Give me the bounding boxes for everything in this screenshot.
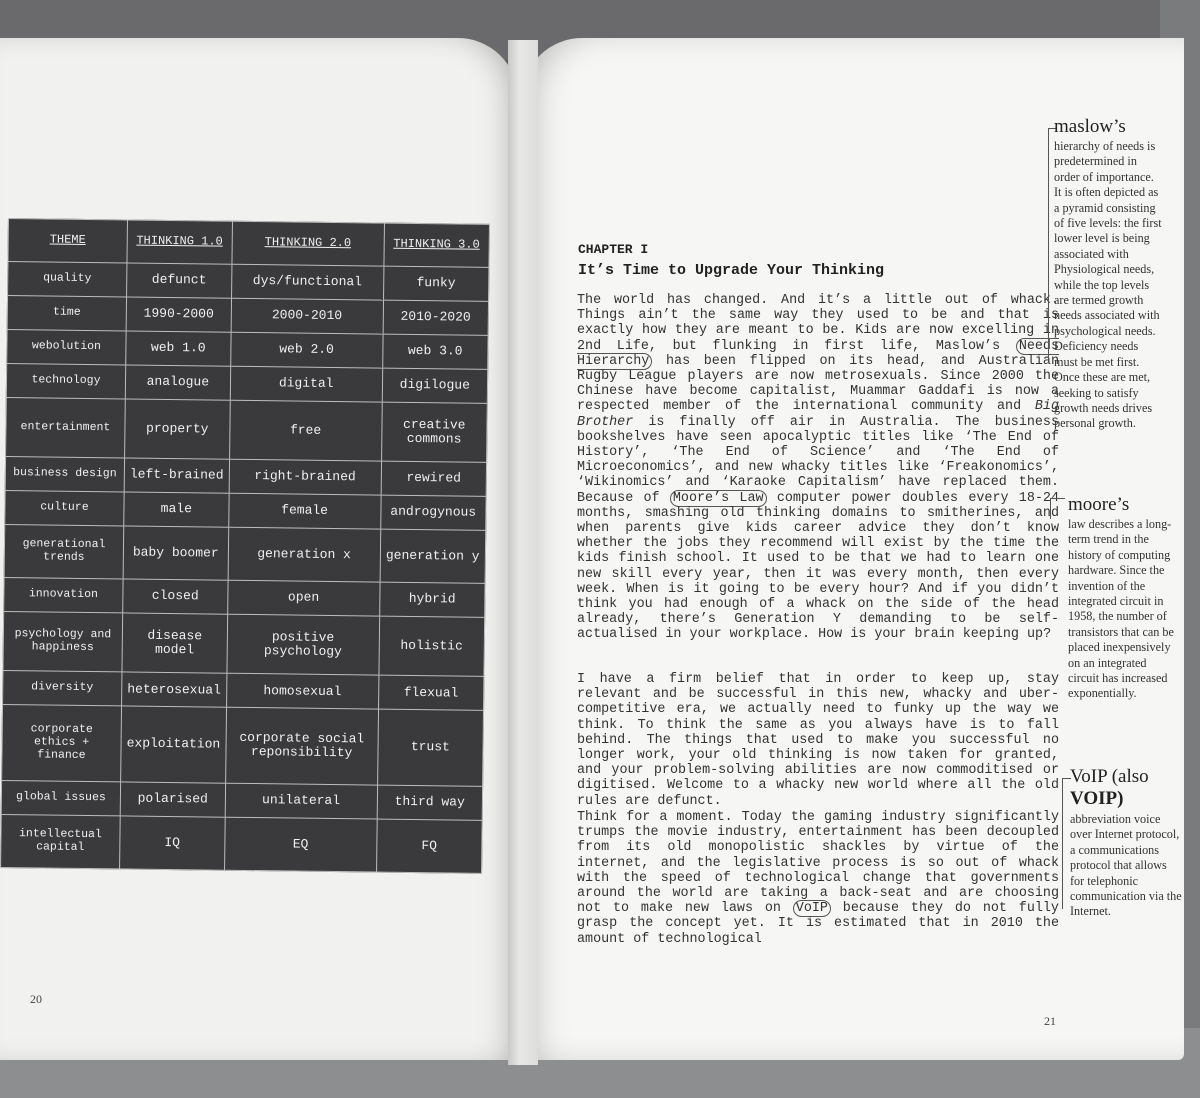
- header-theme: THEME: [8, 219, 128, 263]
- table-cell-theme: technology: [6, 363, 125, 398]
- table-cell-theme: psychology and happiness: [3, 612, 123, 673]
- glossary-head-maslow: maslow’s: [1054, 116, 1126, 137]
- table-cell-value: 2000-2010: [231, 298, 383, 334]
- table-cell-theme: business design: [5, 456, 124, 491]
- table-cell-theme: innovation: [4, 578, 123, 613]
- table-cell-value: web 1.0: [126, 331, 231, 366]
- table-cell-value: holistic: [379, 616, 485, 676]
- table-cell-value: right-brained: [229, 459, 381, 495]
- table-cell-value: property: [125, 399, 230, 459]
- table-cell-value: disease model: [122, 613, 227, 673]
- p1-italic-big-brother: Big Brother: [577, 399, 1059, 430]
- table-row: [6, 397, 488, 462]
- table-cell-value: baby boomer: [123, 526, 228, 581]
- glossary-head-voip-normal: VoIP (also: [1070, 766, 1149, 787]
- circled-voip: VoIP: [793, 900, 831, 917]
- glossary-head-voip-bold: VOIP): [1070, 788, 1124, 809]
- table-cell-value: digital: [230, 366, 382, 402]
- table-cell-value: hybrid: [379, 582, 485, 617]
- table-cell-theme: intellectual capital: [1, 814, 121, 869]
- table-cell-value: dys/functional: [231, 264, 383, 300]
- page-number-right: 21: [1044, 1014, 1056, 1028]
- table-cell-value: funky: [383, 266, 489, 301]
- header-thinking-1: THINKING 1.0: [127, 220, 232, 264]
- table-row: [2, 705, 484, 786]
- table-cell-theme: culture: [5, 490, 124, 525]
- chapter-label: CHAPTER I: [578, 242, 649, 257]
- glossary-head-moore: moore’s: [1068, 494, 1130, 515]
- table: [0, 218, 490, 874]
- table-cell-value: 1990-2000: [126, 297, 231, 332]
- table-cell-value: corporate social reponsibility: [225, 707, 378, 784]
- glossary-text-maslow: hierarchy of needs is predetermined in order of importance. It is often depicted as a pyramid consisting of five levels: the first lower level is being associated with Physiological needs, while the top levels are termed growth needs associated with psychological needs. Deficiency needs must be met first. Once these are met, seeking to satisfy growth needs drives personal growth.: [1054, 139, 1162, 431]
- table-cell-value: heterosexual: [122, 672, 227, 707]
- table-cell-value: free: [229, 400, 382, 461]
- table-cell-value: flexual: [378, 675, 484, 710]
- table-cell-value: generation x: [228, 527, 381, 582]
- margin-bracket-moore: [1050, 498, 1065, 519]
- table-cell-value: female: [228, 493, 380, 529]
- table-header-row: [8, 219, 489, 268]
- p1-text-b: has been flipped on its head, and Australian Rugby League players are now metrosexuals. Since 2000 the Chinese have become capitalist, Muammar Gaddafi is now a respected member of the international community and: [577, 353, 1059, 415]
- table-cell-value: left-brained: [124, 458, 229, 493]
- table-cell-value: polarised: [120, 782, 225, 817]
- table-cell-value: web 3.0: [382, 334, 488, 369]
- table-cell-value: unilateral: [225, 783, 377, 819]
- p1-text-d: computer power doubles every 18-24 months, smashing old thinking domains to smitherines, and when parents give kids career advice they don’t know whether the jobs they recommend will exist by the time the kids finish school. It used to be that we had to learn one new skill every year, then it was every month, then every week. When is it going to be every hour? And if you didn’t think you had enough of a whack on the side of the head already, there’s Generation Y demanding to be self-actualised in your workplace. How is your brain keeping up?: [577, 490, 1059, 643]
- table-cell-theme: generational trends: [4, 524, 124, 579]
- table-cell-value: 2010-2020: [383, 300, 489, 335]
- paragraph-1: [577, 293, 1059, 643]
- chapter-title: It’s Time to Upgrade Your Thinking: [578, 262, 885, 279]
- p3-text-b: because they do not fully grasp the concept yet. It is estimated that in 2010 the amount of technological: [577, 901, 1059, 947]
- table-cell-value: creative commons: [381, 402, 487, 462]
- table-cell-value: homosexual: [226, 673, 378, 709]
- paragraph-3: [577, 810, 1059, 947]
- book-gutter: [508, 40, 538, 1065]
- table-row: [4, 524, 486, 583]
- table-cell-value: open: [227, 580, 379, 616]
- header-thinking-3: THINKING 3.0: [384, 223, 490, 267]
- paragraph-2: I have a firm belief that in order to keep up, stay relevant and be successful in this new, whacky and uber-competitive era, we actually need to funky up the way we think. To think the same as you always have is to fall behind. The things that used to make you successful no longer work, your old thinking is now taken for granted, and your problem-solving abilities are now commoditised or digitised. Welcome to a whacky new world where all the old rules are defunct.: [577, 672, 1059, 809]
- table-cell-theme: time: [7, 295, 126, 330]
- glossary-head-voip: [1070, 766, 1149, 810]
- table-cell-value: FQ: [376, 819, 482, 874]
- table-cell-value: male: [124, 492, 229, 527]
- table-body: [1, 262, 489, 874]
- circled-needs-hierarchy: Needs Hierarchy: [577, 338, 1059, 369]
- table-cell-theme: global issues: [1, 780, 120, 815]
- glossary-text-voip: abbreviation voice over Internet protocol, a communications protocol that allows for telephonic communication via the Internet.: [1070, 812, 1182, 919]
- table-cell-value: rewired: [381, 461, 487, 496]
- table-cell-value: analogue: [125, 365, 230, 400]
- table-cell-value: trust: [377, 709, 483, 786]
- table-cell-theme: quality: [8, 262, 127, 297]
- table-cell-value: IQ: [120, 816, 225, 871]
- page-number-left: 20: [30, 992, 42, 1006]
- p3-text-a: Think for a moment. Today the gaming industry significantly trumps the movie industry, entertainment has been decoupled from its old monopolistic shackles by virtue of the internet, and the legislative process is so out of whack with the speed of technological change that governments around the world are taking a back-seat and are choosing not to make new laws on: [577, 810, 1059, 917]
- table-cell-theme: webolution: [7, 329, 126, 364]
- table-cell-value: positive psychology: [227, 614, 380, 675]
- table-cell-theme: diversity: [3, 671, 122, 706]
- table-row: [3, 612, 485, 677]
- table-cell-value: web 2.0: [230, 332, 382, 368]
- table-cell-value: generation y: [380, 529, 486, 584]
- table-cell-value: closed: [123, 579, 228, 614]
- thinking-comparison-table: [0, 218, 490, 874]
- header-thinking-2: THINKING 2.0: [232, 221, 384, 266]
- p1-text-a: The world has changed. And it’s a little out of whack. Things ain’t the same way they used to be and that is exactly how they are meant to be. Kids are now excelling in 2nd Life, but flunking in first life, Maslow’s: [577, 293, 1059, 354]
- table-cell-value: defunct: [127, 263, 232, 298]
- table-cell-value: exploitation: [121, 706, 227, 783]
- table-cell-theme: entertainment: [6, 397, 126, 458]
- table-cell-value: third way: [377, 785, 483, 820]
- table-cell-value: EQ: [224, 817, 377, 872]
- glossary-text-moore: law describes a long-term trend in the history of computing hardware. Since the invention of the integrated circuit in 1958, the number of transistors that can be placed inexpensively on an integrated circuit has increased exponentially.: [1068, 517, 1174, 701]
- table-cell-value: androgynous: [380, 495, 486, 530]
- p1-text-c: is finally off air in Australia. The business bookshelves have seen apocalyptic titles like ‘The End of History’, ‘The End of Science’ and ‘The End of Microeconomics’, and new whacky titles like ‘Freakonomics’, ‘Wikinomics’ and ‘Karaoke Capitalism’ have replaced them. Because of: [577, 414, 1060, 506]
- circled-moores-law: Moore’s Law: [670, 490, 767, 507]
- table-cell-value: digilogue: [382, 368, 488, 403]
- table-row: [1, 814, 483, 873]
- table-cell-theme: corporate ethics + finance: [2, 705, 122, 782]
